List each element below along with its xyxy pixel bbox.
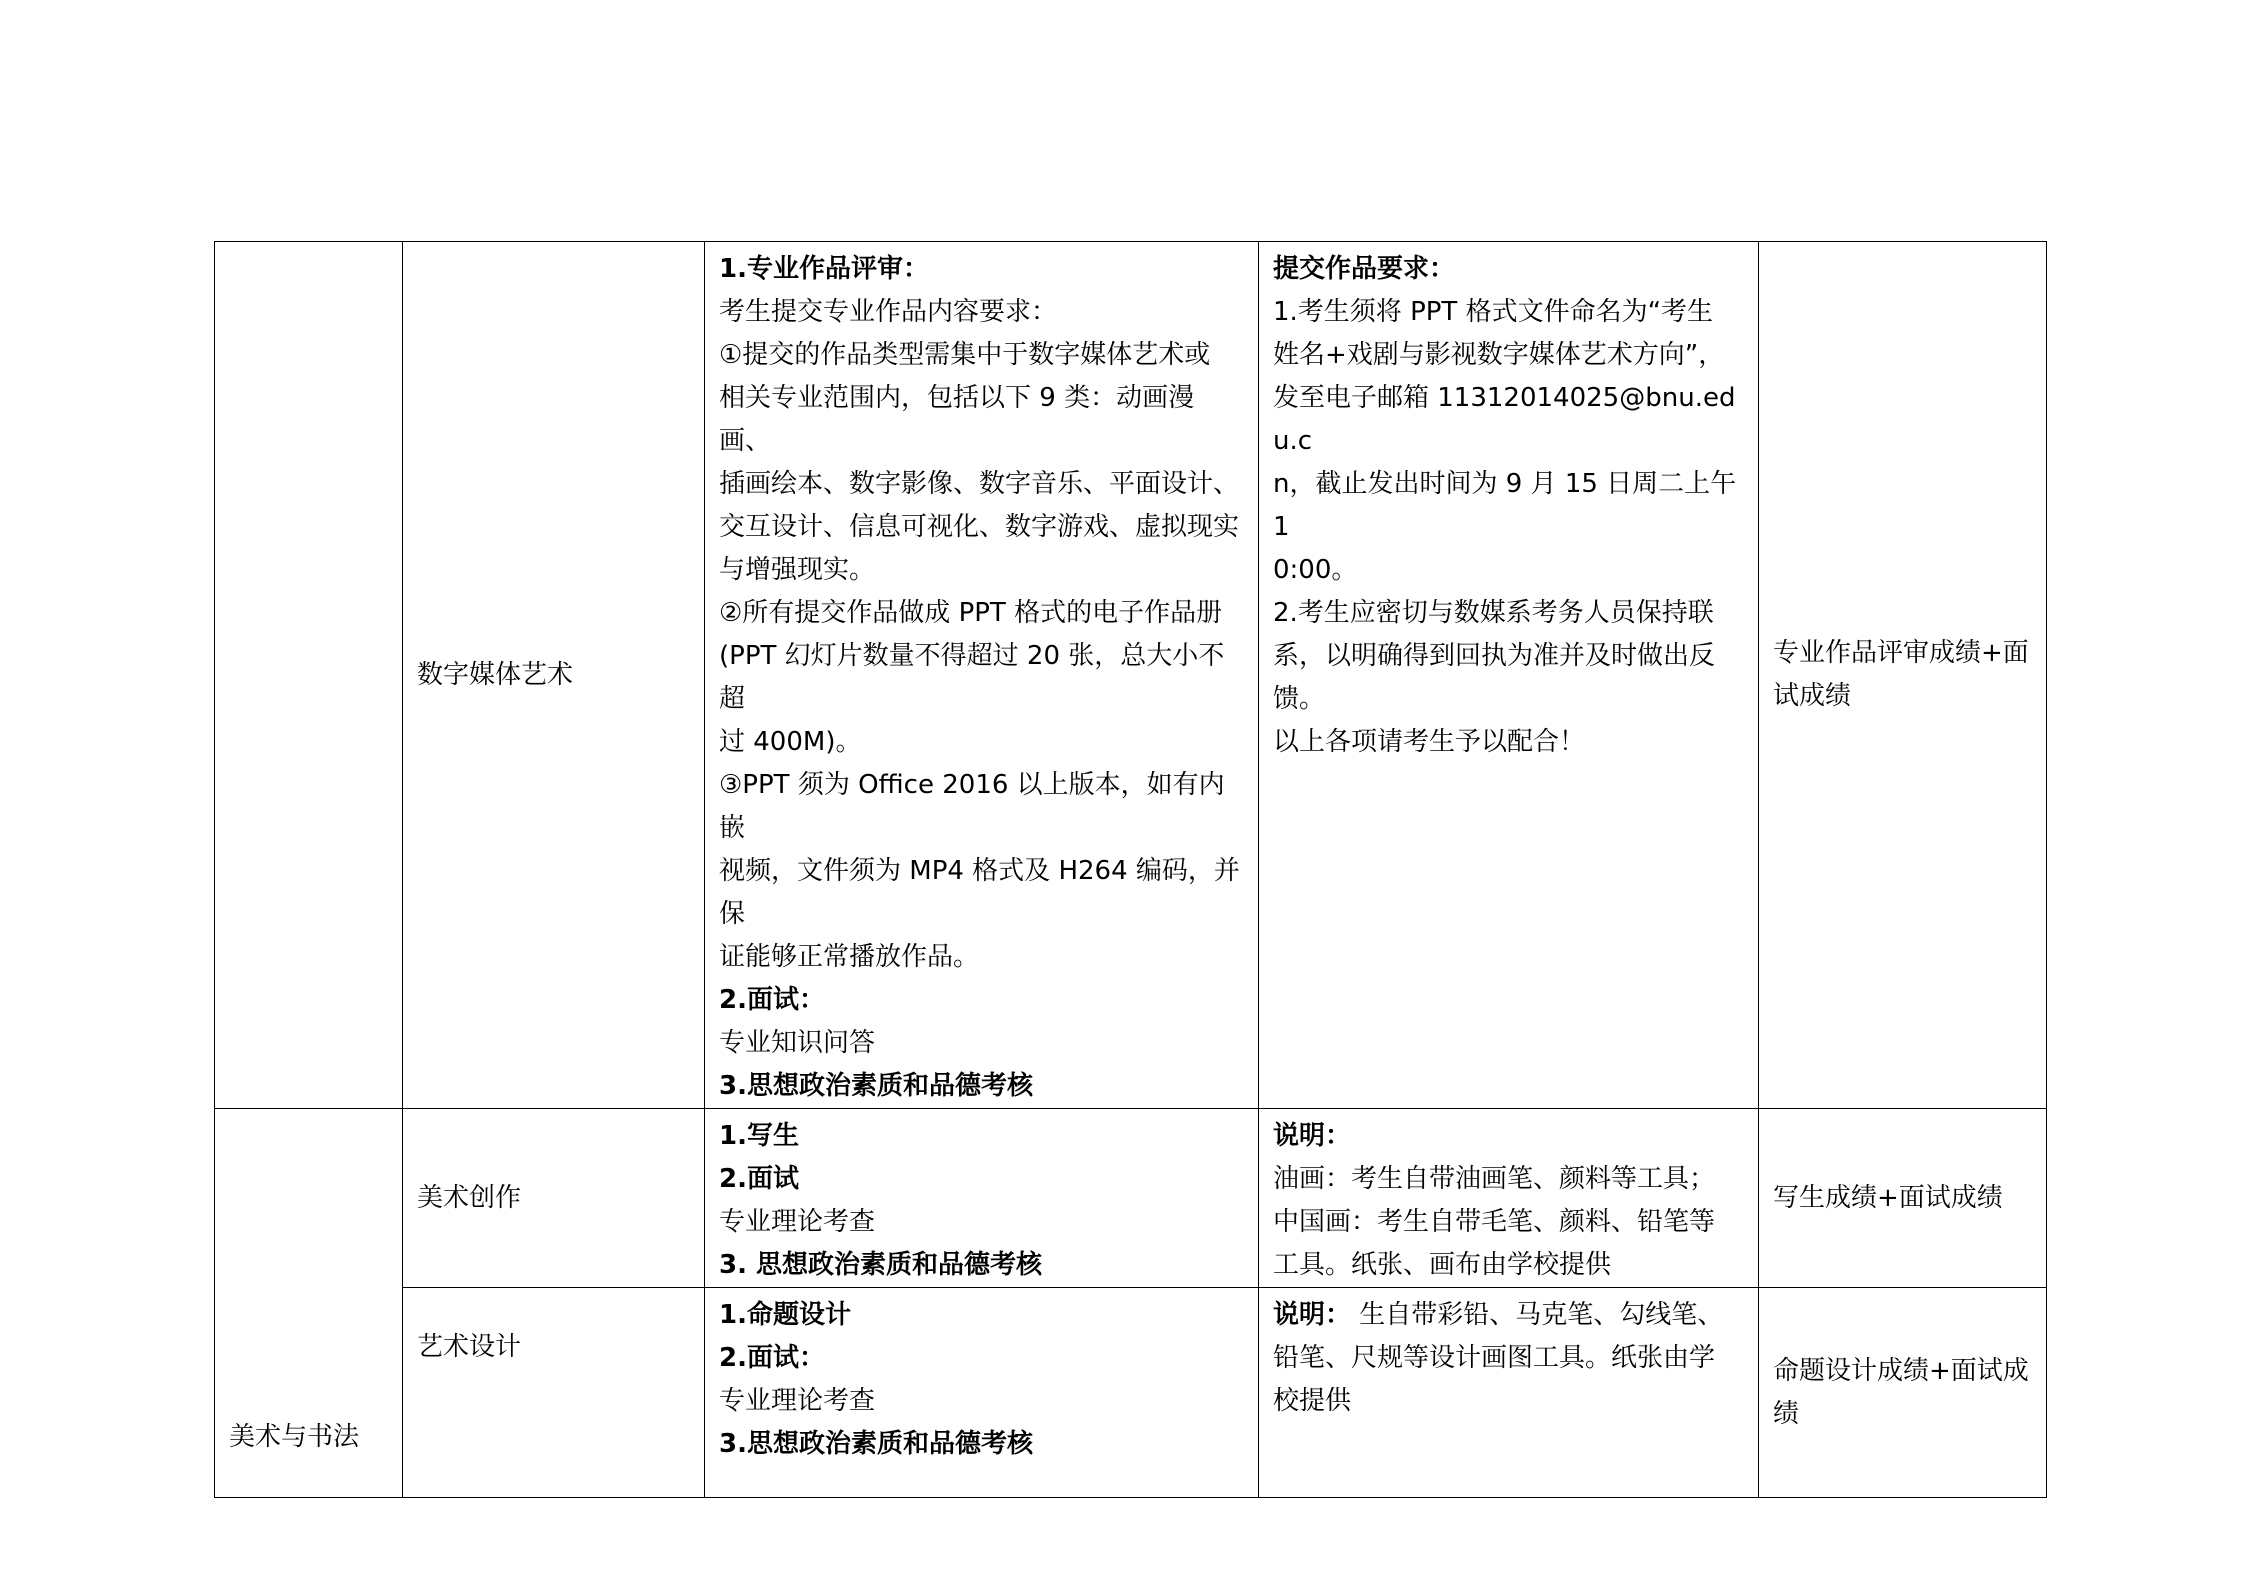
score-text: 专业作品评审成绩+面 [1773,638,2029,668]
notes-line: 姓名+戏剧与影视数字媒体艺术方向”， [1273,340,1725,370]
content-lines [719,1294,1244,1466]
score-text: 写生成绩+面试成绩 [1773,1182,2003,1213]
notes-line: 生自带彩铅、马克笔、勾线笔、 [1359,1300,1724,1330]
content-line: 3. 思想政治素质和品德考核 [719,1250,1043,1280]
content-line: 3.思想政治素质和品德考核 [719,1429,1033,1459]
major-cell [403,242,705,1109]
content-line: 交互设计、信息可视化、数字游戏、虚拟现实 [719,512,1240,542]
notes-line: 校提供 [1273,1386,1352,1416]
table-row [215,1288,2047,1498]
notes-line: 油画：考生自带油画笔、颜料等工具； [1273,1164,1716,1194]
major-name: 数字媒体艺术 [417,659,574,690]
notes-line: 系，以明确得到回执为准并及时做出反 [1273,641,1716,671]
score-cell [1759,1109,2047,1288]
notes-line: 2.考生应密切与数媒系考务人员保持联 [1273,598,1714,628]
category-cell-empty [215,242,403,1109]
notes-line: 铅笔、尺规等设计画图工具。纸张由学 [1273,1343,1716,1373]
score-cell [1759,242,2047,1109]
table-row [215,1109,2047,1288]
notes-cell [1259,1288,1759,1498]
score-cell [1759,1288,2047,1498]
notes-line: 发至电子邮箱 11312014025@bnu.edu.c [1273,383,1736,456]
major-name: 美术创作 [417,1182,522,1213]
notes-cell [1259,1109,1759,1288]
content-line: 2.面试 [719,1164,799,1194]
notes-line: 1.考生须将 PPT 格式文件命名为“考生 [1273,297,1714,327]
content-cell [705,1109,1259,1288]
notes-line: 以上各项请考生予以配合！ [1273,727,1586,757]
content-line: 相关专业范围内，包括以下 9 类：动画漫画、 [719,383,1195,456]
major-cell [403,1288,705,1498]
content-line: (PPT 幻灯片数量不得超过 20 张，总大小不超 [719,641,1225,714]
content-line: 1.命题设计 [719,1300,851,1330]
score-text: 命题设计成绩+面试成 [1773,1355,2029,1386]
content-line: 与增强现实。 [719,555,876,585]
major-name: 艺术设计 [417,1332,522,1362]
content-cell [705,242,1259,1109]
content-line: 1.写生 [719,1121,799,1151]
category-cell [215,1109,403,1498]
notes-line: n，截止发出时间为 9 月 15 日周二上午 1 [1273,469,1737,542]
content-lines [719,1115,1244,1287]
content-line: 专业理论考查 [719,1207,876,1237]
content-line: ②所有提交作品做成 PPT 格式的电子作品册 [719,598,1223,628]
notes-lines [1273,1115,1744,1287]
content-line: 3.思想政治素质和品德考核 [719,1071,1033,1101]
content-lines [719,248,1244,1108]
notes-line: 提交作品要求： [1273,254,1456,284]
notes-line: 说明： [1273,1121,1352,1151]
notes-line: 中国画：考生自带毛笔、颜料、铅笔等 [1273,1207,1716,1237]
notes-line: 0:00。 [1273,555,1358,585]
notes-cell [1259,242,1759,1109]
content-line: 考生提交专业作品内容要求： [719,297,1058,327]
notes-lines [1273,248,1744,764]
content-cell [705,1288,1259,1498]
content-line: 插画绘本、数字影像、数字音乐、平面设计、 [719,469,1240,499]
notes-line: 馈。 [1273,684,1326,714]
content-line: 2.面试： [719,985,825,1015]
exam-table [214,241,2047,1498]
major-cell [403,1109,705,1288]
content-line: 1.专业作品评审： [719,254,929,284]
content-line: ①提交的作品类型需集中于数字媒体艺术或 [719,340,1211,370]
content-line: 2.面试： [719,1343,825,1373]
notes-label: 说明： [1273,1300,1352,1330]
score-text: 绩 [1773,1398,1800,1429]
content-line: 证能够正常播放作品。 [719,942,980,972]
content-line: 专业知识问答 [719,1028,876,1058]
content-line: ③PPT 须为 Office 2016 以上版本，如有内嵌 [719,770,1225,843]
score-text: 试成绩 [1773,681,1852,711]
table-row [215,242,2047,1109]
notes-line: 工具。纸张、画布由学校提供 [1273,1250,1612,1280]
content-line: 过 400M)。 [719,727,862,757]
category-name: 美术与书法 [229,1422,360,1452]
content-line: 视频，文件须为 MP4 格式及 H264 编码，并保 [719,856,1240,929]
content-line: 专业理论考查 [719,1386,876,1416]
